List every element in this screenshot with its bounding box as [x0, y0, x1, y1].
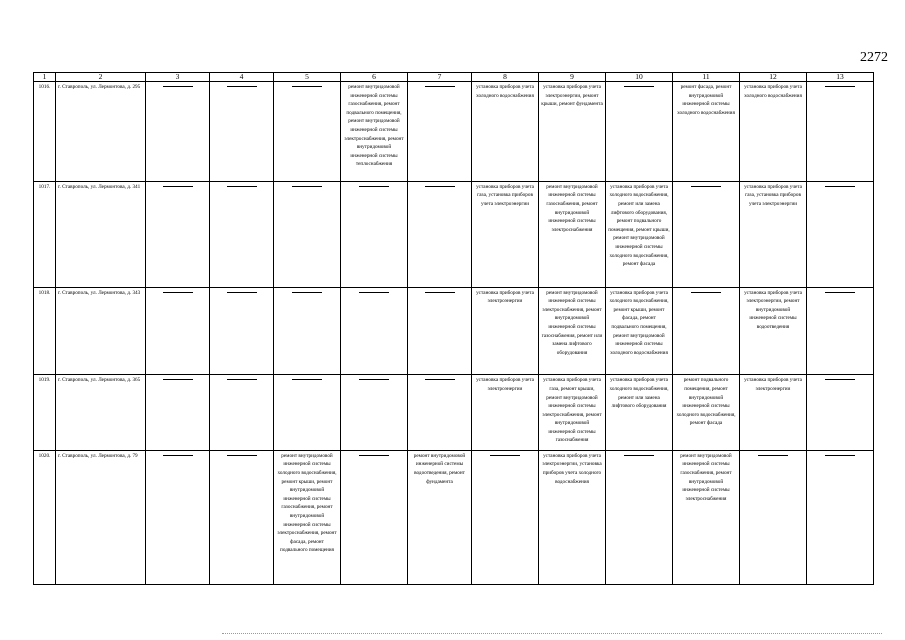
empty-dash: [292, 292, 322, 293]
works-cell: установка приборов учета электроэнергии: [472, 287, 539, 375]
works-cell: [210, 82, 274, 182]
works-cell: [210, 287, 274, 375]
works-cell: ремонт внутридомовой инженерной системы газоснабжения, ремонт подвального помещения, ремонт внутридомовой инженерной системы электроснабжения, ремонт внутридомовой инженерной системы теплоснабжения: [341, 82, 408, 182]
column-header: 6: [341, 73, 408, 82]
works-cell: [274, 375, 341, 451]
empty-dash: [691, 186, 721, 187]
empty-dash: [163, 86, 193, 87]
works-cell: [807, 82, 874, 182]
works-cell: [472, 450, 539, 584]
row-number: 1020.: [34, 450, 56, 584]
works-cell: [146, 450, 210, 584]
empty-dash: [359, 455, 389, 456]
empty-dash: [359, 186, 389, 187]
column-header: 5: [274, 73, 341, 82]
empty-dash: [227, 292, 257, 293]
column-header-row: [34, 73, 874, 82]
works-cell: ремонт внутридомовой инженерной системы холодного водоснабжения, ремонт крыши, ремонт внутридомовой инженерной системы газоснабжения, ремонт внутридомовой инженерной системы электроснабжения, ремонт фасада, ремонт подвального помещения: [274, 450, 341, 584]
empty-dash: [691, 292, 721, 293]
works-cell: [146, 287, 210, 375]
works-cell: установка приборов учета электроэнергии, ремонт крыши, ремонт фундамента: [539, 82, 606, 182]
empty-dash: [825, 186, 855, 187]
row-number: 1017.: [34, 181, 56, 287]
empty-dash: [490, 455, 520, 456]
address-cell: г. Ставрополь, ул. Лермонтова, д. 79: [56, 450, 146, 584]
works-cell: ремонт внутридомовой инженерной системы электроснабжения, ремонт внутридомовой инженерной системы газоснабжения, ремонт или замена лифтового оборудования: [539, 287, 606, 375]
empty-dash: [292, 186, 322, 187]
works-cell: установка приборов учета холодного водоснабжения, ремонт крыши, ремонт фасада, ремонт подвального помещения, ремонт внутридомовой инженерной системы холодного водоснабжения: [606, 287, 673, 375]
empty-dash: [425, 186, 455, 187]
works-cell: [408, 181, 472, 287]
works-cell: [274, 181, 341, 287]
empty-dash: [359, 379, 389, 380]
empty-dash: [624, 455, 654, 456]
column-header: 12: [740, 73, 807, 82]
address-cell: г. Ставрополь, ул. Лермонтова, д. 365: [56, 375, 146, 451]
empty-dash: [292, 86, 322, 87]
works-cell: [807, 450, 874, 584]
works-cell: [807, 181, 874, 287]
empty-dash: [825, 292, 855, 293]
column-header: 10: [606, 73, 673, 82]
empty-dash: [624, 86, 654, 87]
table-row: [34, 181, 874, 287]
works-cell: [341, 450, 408, 584]
address-cell: г. Ставрополь, ул. Лермонтова, д. 341: [56, 181, 146, 287]
works-cell: ремонт подвального помещения, ремонт внутридомовой инженерной системы холодного водоснабжения, ремонт фасада: [673, 375, 740, 451]
table-row: [34, 287, 874, 375]
works-cell: установка приборов учета газа, ремонт крыши, ремонт внутридомовой инженерной системы электроснабжения, ремонт внутридомовой инженерной системы газоснабжения: [539, 375, 606, 451]
scan-artifact-line: [222, 633, 882, 634]
works-cell: [606, 450, 673, 584]
works-cell: [210, 181, 274, 287]
empty-dash: [163, 292, 193, 293]
works-cell: ремонт внутридомовой инженерной системы газоснабжения, ремонт внутридомовой инженерной системы электроснабжения: [673, 450, 740, 584]
works-cell: [807, 287, 874, 375]
works-cell: [210, 450, 274, 584]
table-row: [34, 450, 874, 584]
works-cell: установка приборов учета электроэнергии: [740, 375, 807, 451]
column-header: 7: [408, 73, 472, 82]
works-cell: ремонт фасада, ремонт внутридомовой инженерной системы холодного водоснабжения: [673, 82, 740, 182]
works-cell: установка приборов учета электроэнергии, установка приборов учета холодного водоснабжения: [539, 450, 606, 584]
empty-dash: [227, 86, 257, 87]
works-cell: ремонт внутридомовой инженерной системы газоснабжения, ремонт внутридомовой инженерной системы электроснабжения: [539, 181, 606, 287]
works-cell: [408, 375, 472, 451]
column-header: 9: [539, 73, 606, 82]
works-cell: [341, 181, 408, 287]
works-cell: установка приборов учета холодного водоснабжения: [740, 82, 807, 182]
column-header: 8: [472, 73, 539, 82]
empty-dash: [825, 455, 855, 456]
empty-dash: [425, 86, 455, 87]
works-cell: [146, 375, 210, 451]
table-row: [34, 82, 874, 182]
column-header: 2: [56, 73, 146, 82]
works-cell: [146, 82, 210, 182]
empty-dash: [825, 86, 855, 87]
works-cell: [673, 181, 740, 287]
works-cell: [146, 181, 210, 287]
works-cell: установка приборов учета электроэнергии: [472, 375, 539, 451]
column-header: 4: [210, 73, 274, 82]
empty-dash: [425, 379, 455, 380]
works-cell: [408, 82, 472, 182]
row-number: 1019.: [34, 375, 56, 451]
works-cell: [408, 287, 472, 375]
works-cell: [606, 82, 673, 182]
empty-dash: [227, 455, 257, 456]
column-header: 11: [673, 73, 740, 82]
works-cell: [740, 450, 807, 584]
column-header: 13: [807, 73, 874, 82]
row-number: 1016.: [34, 82, 56, 182]
empty-dash: [425, 292, 455, 293]
works-cell: [210, 375, 274, 451]
address-cell: г. Ставрополь, ул. Лермонтова, д. 295: [56, 82, 146, 182]
works-cell: [274, 82, 341, 182]
row-number: 1018.: [34, 287, 56, 375]
works-cell: установка приборов учета холодного водоснабжения, ремонт или замена лифтового оборудования: [606, 375, 673, 451]
works-cell: [274, 287, 341, 375]
works-cell: [341, 287, 408, 375]
address-cell: г. Ставрополь, ул. Лермонтова, д. 343: [56, 287, 146, 375]
empty-dash: [227, 186, 257, 187]
empty-dash: [292, 379, 322, 380]
empty-dash: [359, 292, 389, 293]
empty-dash: [163, 379, 193, 380]
column-header: 3: [146, 73, 210, 82]
works-cell: установка приборов учета газа, установка приборов учета электроэнергии: [472, 181, 539, 287]
works-cell: [807, 375, 874, 451]
empty-dash: [825, 379, 855, 380]
works-cell: установка приборов учета холодного водоснабжения: [472, 82, 539, 182]
works-cell: установка приборов учета электроэнергии, ремонт внутридомовой инженерной системы водоотведения: [740, 287, 807, 375]
column-header: 1: [34, 73, 56, 82]
empty-dash: [227, 379, 257, 380]
empty-dash: [758, 455, 788, 456]
repair-schedule-table: [33, 72, 874, 585]
works-cell: установка приборов учета газа, установка приборов учета электроэнергии: [740, 181, 807, 287]
page-number: 2272: [860, 50, 888, 65]
works-cell: [341, 375, 408, 451]
empty-dash: [163, 455, 193, 456]
empty-dash: [163, 186, 193, 187]
table-row: [34, 375, 874, 451]
works-cell: [673, 287, 740, 375]
works-cell: ремонт внутридомовой инженерной системы водоотведения, ремонт фундамента: [408, 450, 472, 584]
works-cell: установка приборов учета холодного водоснабжения, ремонт или замена лифтового оборудования, ремонт подвального помещения, ремонт крыши, ремонт внутридомовой инженерной системы холодного водоснабжения, ремонт фасада: [606, 181, 673, 287]
